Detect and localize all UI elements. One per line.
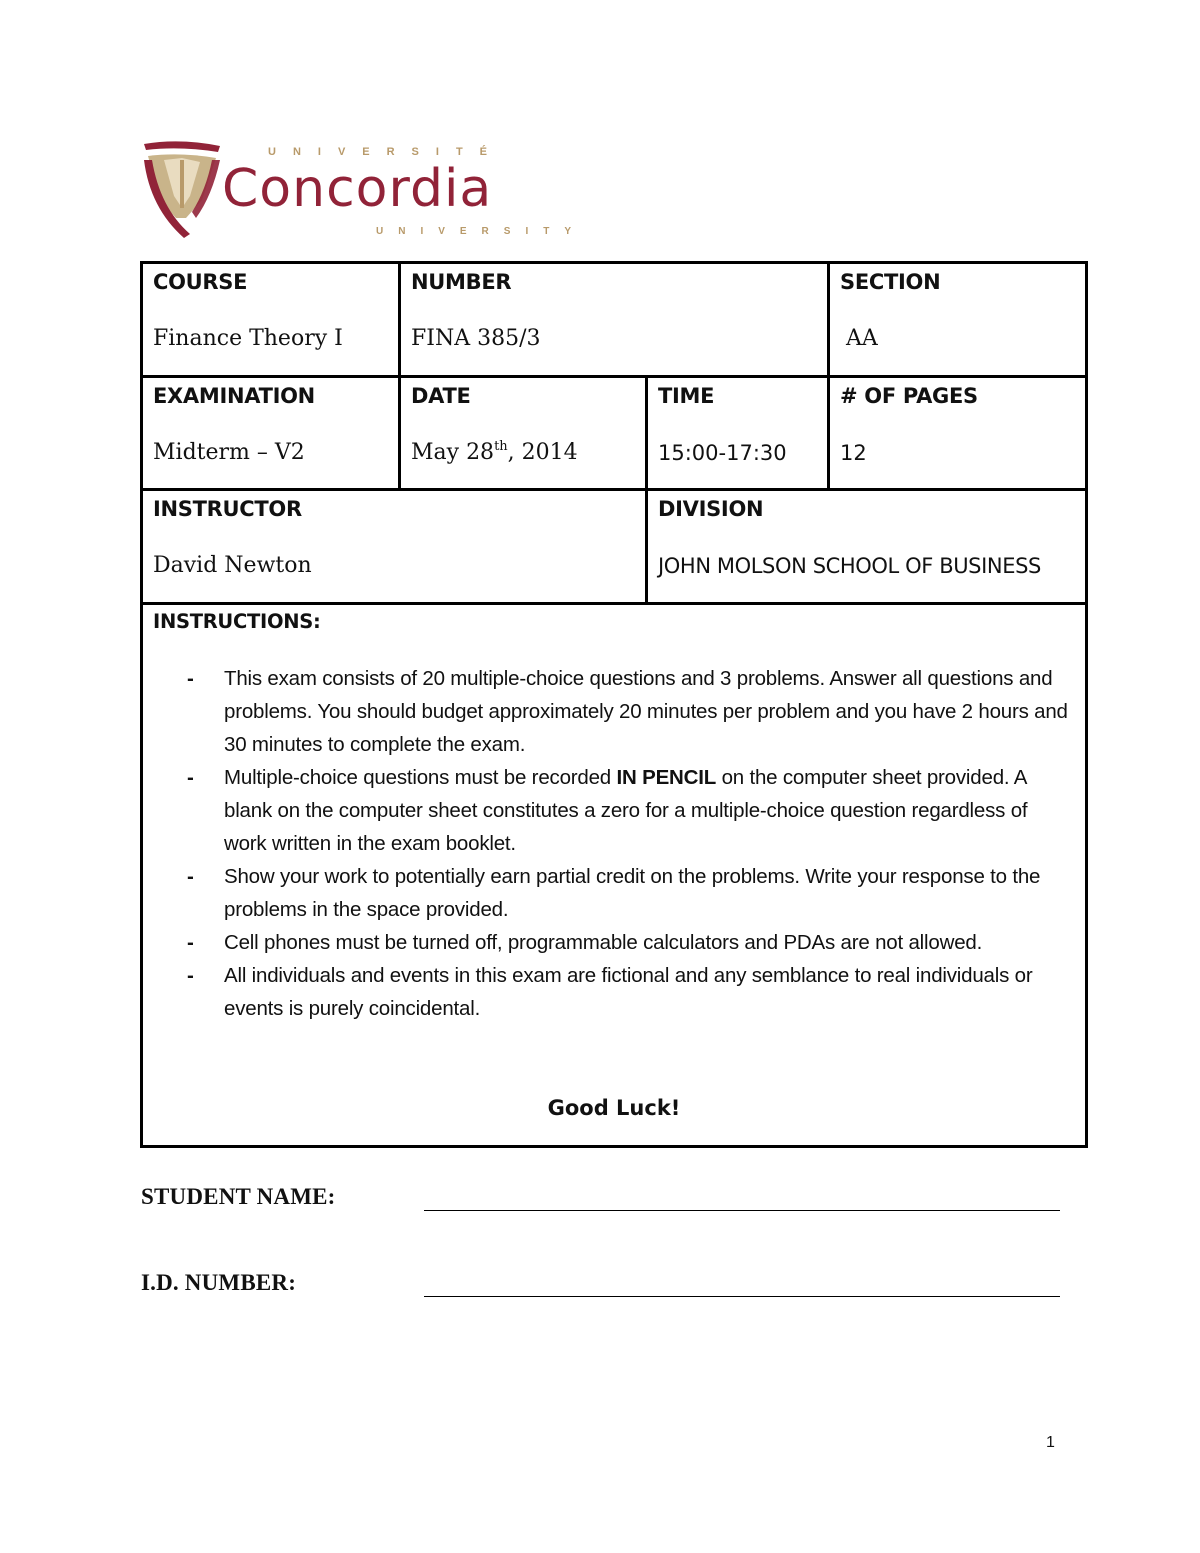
instructions-cell — [143, 605, 1085, 1145]
instruction-text: All individuals and events in this exam are fictional and any semblance to real individuals or events is purely coincidental. — [224, 964, 1033, 1020]
student-name-label: STUDENT NAME: — [141, 1184, 336, 1209]
time-cell — [648, 378, 827, 488]
number-cell — [401, 264, 827, 375]
instruction-item — [143, 761, 1083, 860]
bullet-dash: - — [187, 964, 194, 987]
instructions-list — [143, 662, 1083, 1025]
date-cell — [401, 378, 645, 488]
logo-university-text: UNIVERSITY — [376, 226, 587, 237]
instruction-text: This exam consists of 20 multiple-choice questions and 3 problems. Answer all questions and problems. You should budget approximately 20 minutes per problem and you have 2 hours and 30 minutes to complete the exam. — [224, 667, 1068, 756]
instruction-emphasis: IN PENCIL — [616, 766, 717, 789]
logo-wordmark: Concordia — [222, 159, 493, 219]
instruction-item — [143, 926, 1083, 959]
division-label: DIVISION — [658, 497, 764, 521]
bullet-dash: - — [187, 766, 194, 789]
examination-label: EXAMINATION — [153, 384, 315, 408]
exam-info-table — [140, 261, 1088, 1148]
section-cell — [830, 264, 1088, 375]
division-value: JOHN MOLSON SCHOOL OF BUSINESS — [658, 554, 1041, 578]
bullet-dash: - — [187, 667, 194, 690]
pages-label: # OF PAGES — [840, 384, 978, 408]
instructor-cell — [143, 491, 645, 602]
bullet-dash: - — [187, 865, 194, 888]
instruction-text: Cell phones must be turned off, programmable calculators and PDAs are not allowed. — [224, 931, 983, 954]
instruction-item — [143, 662, 1083, 761]
number-label: NUMBER — [411, 270, 512, 294]
course-cell — [143, 264, 398, 375]
section-label: SECTION — [840, 270, 941, 294]
id-number-line — [424, 1296, 1060, 1297]
good-luck-text: Good Luck! — [547, 1096, 681, 1120]
number-value: FINA 385/3 — [411, 326, 541, 351]
instruction-item — [143, 959, 1083, 1025]
date-suffix: th — [494, 439, 508, 454]
course-value: Finance Theory I — [153, 326, 343, 351]
instruction-text-before: Multiple-choice questions must be recorded — [224, 766, 617, 789]
student-name-line — [424, 1210, 1060, 1211]
id-number-label: I.D. NUMBER: — [141, 1270, 297, 1295]
division-cell — [648, 491, 1088, 602]
course-label: COURSE — [153, 270, 248, 294]
section-value: AA — [846, 326, 878, 351]
time-value: 15:00-17:30 — [658, 441, 787, 465]
date-year: , 2014 — [507, 440, 578, 465]
date-label: DATE — [411, 384, 471, 408]
page-number: 1 — [1046, 1434, 1055, 1451]
concordia-logo — [140, 138, 587, 248]
examination-cell — [143, 378, 398, 488]
date-month-day: May 28 — [411, 440, 495, 465]
instruction-text-after: on the computer sheet provided. A blank on the computer sheet constitutes a zero for a multiple-choice question regardless of work written in the exam booklet. — [224, 766, 1028, 855]
bullet-dash: - — [187, 931, 194, 954]
instructor-value: David Newton — [153, 553, 312, 578]
instructions-heading: INSTRUCTIONS: — [153, 610, 321, 633]
concordia-shield-icon — [140, 138, 224, 242]
instructor-label: INSTRUCTOR — [153, 497, 302, 521]
pages-value: 12 — [840, 441, 867, 465]
instruction-text: Show your work to potentially earn partial credit on the problems. Write your response to the problems in the space provided. — [224, 865, 1041, 921]
date-value — [411, 440, 578, 465]
time-label: TIME — [658, 384, 715, 408]
pages-cell — [830, 378, 1088, 488]
examination-value: Midterm – V2 — [153, 440, 305, 465]
instruction-item — [143, 860, 1083, 926]
logo-universite-text: UNIVERSITÉ — [268, 146, 505, 158]
